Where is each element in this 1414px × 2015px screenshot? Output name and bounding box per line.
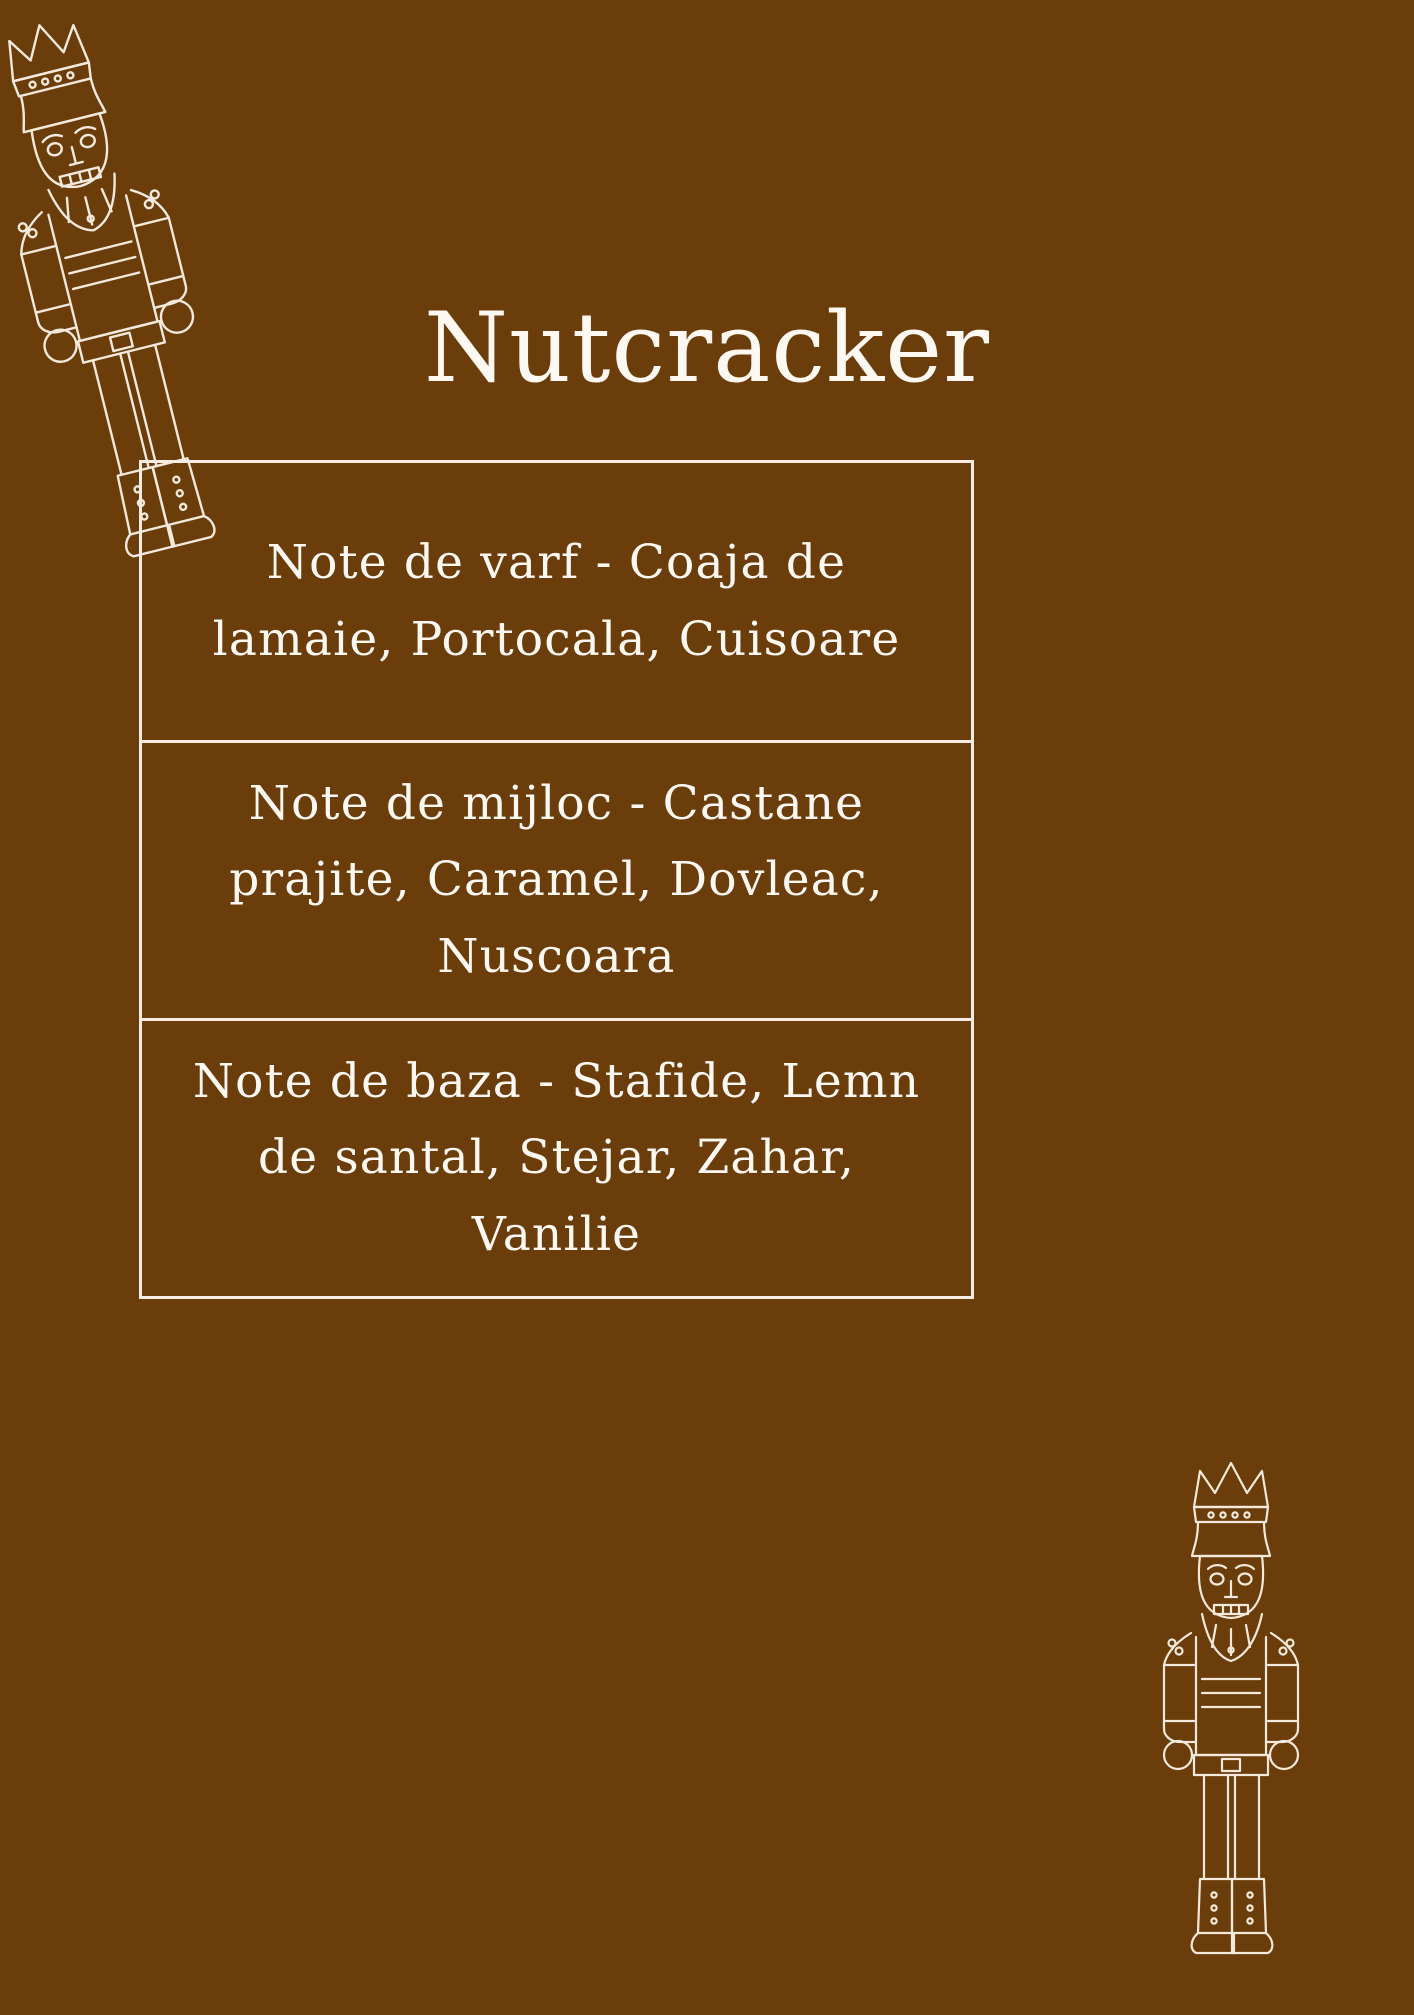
note-middle-label: Note de mijloc - Castane prajite, Caramel, Dovleac, Nuscoara [229,776,884,984]
nutcracker-illustration-bottom-right [1104,1455,1414,2015]
note-top-label: Note de varf - Coaja de lamaie, Portocala, Cuisoare [212,535,901,667]
page-title: Nutcracker [424,292,990,404]
table-row [142,463,971,743]
fragrance-notes-table [139,460,974,1299]
table-row [142,1021,971,1296]
note-base-label: Note de baza - Stafide, Lemn de santal, Stejar, Zahar, Vanilie [192,1054,921,1262]
table-row [142,743,971,1021]
